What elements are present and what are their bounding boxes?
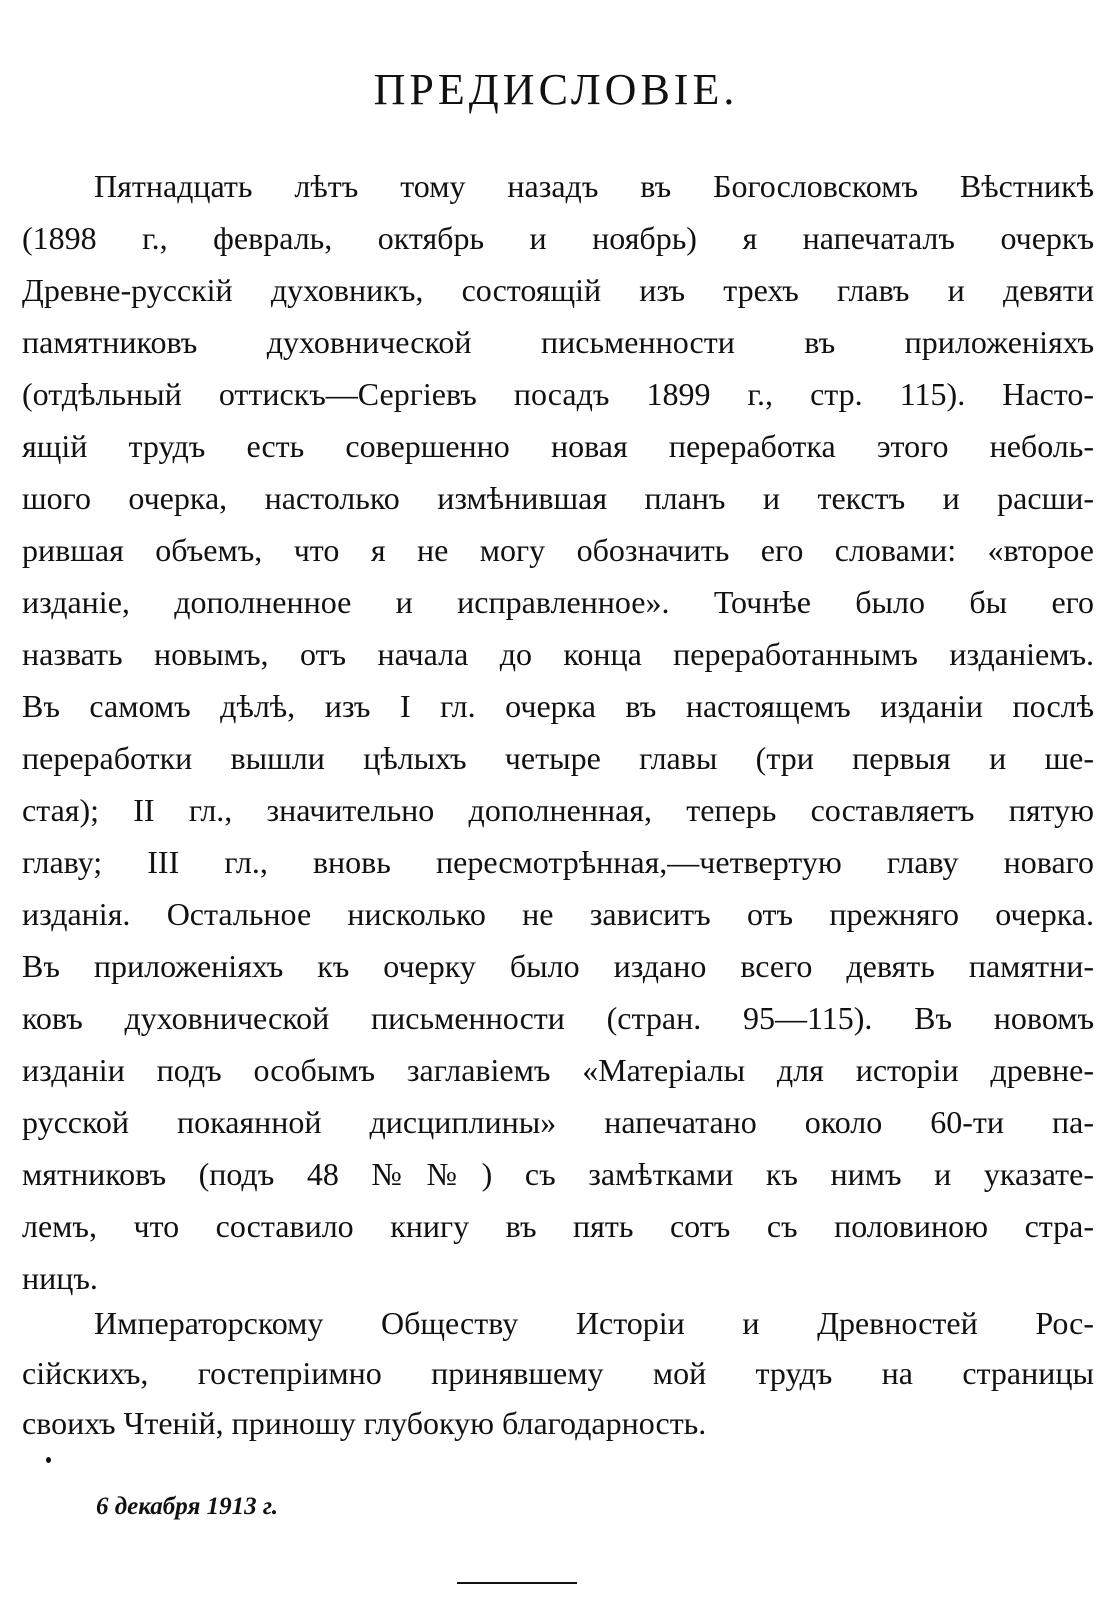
- text-line: ящій трудъ есть совершенно новая переработка этого неболь-: [22, 428, 1094, 464]
- page-title: ПРЕДИСЛОВІЕ.: [373, 65, 739, 114]
- text-line: главу; III гл., вновь пересмотрѣнная,—четвертую главу новаго: [22, 844, 1094, 880]
- text-line: Въ самомъ дѣлѣ, изъ I гл. очерка въ настоящемъ изданіи послѣ: [22, 688, 1094, 724]
- closing-rule: [457, 1582, 577, 1584]
- text-line: сійскихъ, гостепріимно принявшему мой трудъ на страницы: [22, 1355, 1094, 1391]
- text-line: лемъ, что составило книгу въ пять сотъ съ половиною стра-: [22, 1208, 1094, 1244]
- text-line: памятниковъ духовнической письменности въ приложеніяхъ: [22, 324, 1094, 360]
- text-line: переработки вышли цѣлыхъ четыре главы (три первыя и ше-: [22, 740, 1094, 776]
- date-line: 6 декабря 1913 г.: [96, 1493, 278, 1520]
- text-line: Императорскому Обществу Исторіи и Древностей Рос-: [94, 1305, 1094, 1341]
- text-line: изданіи подъ особымъ заглавіемъ «Матеріалы для исторіи древне-: [22, 1052, 1094, 1088]
- text-line: назвать новымъ, отъ начала до конца переработаннымъ изданіемъ.: [22, 636, 1094, 672]
- text-line: Въ приложеніяхъ къ очерку было издано всего девять памятни-: [22, 948, 1094, 984]
- text-line: русской покаянной дисциплины» напечатано около 60-ти па-: [22, 1104, 1094, 1140]
- text-line: Пятнадцать лѣтъ тому назадъ въ Богословскомъ Вѣстникѣ: [94, 168, 1094, 204]
- preface-paragraph-2: [22, 1298, 1094, 1448]
- preface-paragraph-1: [22, 160, 1094, 1304]
- text-line: Древне-русскій духовникъ, состоящій изъ трехъ главъ и девяти: [22, 272, 1094, 308]
- text-line: ницъ.: [22, 1260, 98, 1296]
- text-line: изданіе, дополненное и исправленное». Точнѣе было бы его: [22, 584, 1094, 620]
- text-line: мятниковъ (подъ 48 №№) съ замѣтками къ нимъ и указате-: [22, 1156, 1094, 1192]
- text-line: рившая объемъ, что я не могу обозначить его словами: «второе: [22, 532, 1094, 568]
- text-line: стая); II гл., значительно дополненная, теперь составляетъ пятую: [22, 792, 1094, 828]
- text-line: ковъ духовнической письменности (стран. 95—115). Въ новомъ: [22, 1000, 1094, 1036]
- text-line: шого очерка, настолько измѣнившая планъ и текстъ и расши-: [22, 480, 1094, 516]
- text-line: (отдѣльный оттискъ—Сергіевъ посадъ 1899 г., стр. 115). Насто-: [22, 376, 1094, 412]
- text-line: (1898 г., февраль, октябрь и ноябрь) я напечаталъ очеркъ: [22, 220, 1094, 256]
- text-line: своихъ Чтеній, приношу глубокую благодарность.: [22, 1405, 707, 1441]
- text-line: изданія. Остальное нисколько не зависитъ отъ прежняго очерка.: [22, 896, 1094, 932]
- ink-speck: [46, 1457, 51, 1463]
